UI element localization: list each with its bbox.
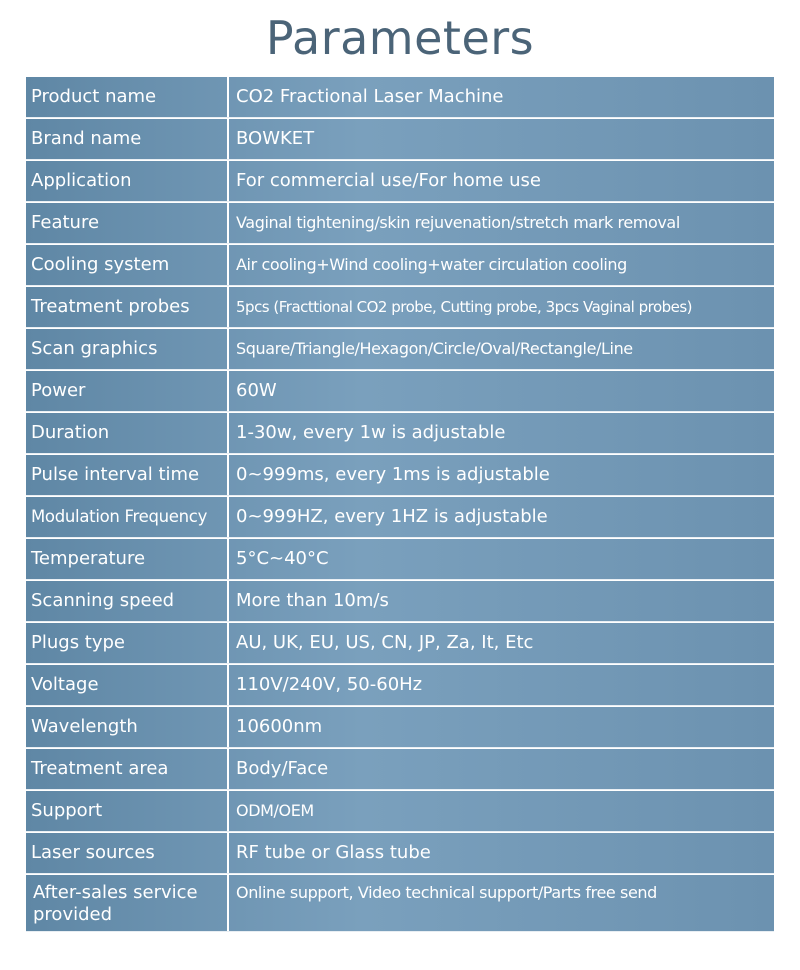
- row-value: 1-30w, every 1w is adjustable: [236, 422, 506, 443]
- table-row-product-name: [26, 77, 774, 117]
- row-label: Duration: [31, 422, 110, 443]
- table-row-treatment-area: [26, 749, 774, 789]
- table-row-power: [26, 371, 774, 411]
- row-label: Scanning speed: [31, 590, 175, 611]
- table-row-modulation-frequency: [26, 497, 774, 537]
- row-label: Plugs type: [31, 632, 125, 653]
- row-label: Temperature: [31, 548, 146, 569]
- row-label: Voltage: [31, 674, 99, 695]
- row-label: Wavelength: [31, 716, 138, 737]
- row-value: Air cooling+Wind cooling+water circulation cooling: [236, 255, 627, 274]
- row-label: Application: [31, 170, 132, 191]
- table-row-treatment-probes: [26, 287, 774, 327]
- row-value: Square/Triangle/Hexagon/Circle/Oval/Rectangle/Line: [236, 339, 633, 358]
- row-value: Vaginal tightening/skin rejuvenation/stretch mark removal: [236, 213, 680, 232]
- parameters-table: [26, 77, 774, 933]
- row-label: Support: [31, 800, 103, 821]
- table-row-brand-name: [26, 119, 774, 159]
- table-row-pulse-interval-time: [26, 455, 774, 495]
- row-value: 5pcs (Fracttional CO2 probe, Cutting probe, 3pcs Vaginal probes): [236, 298, 693, 316]
- row-label: Laser sources: [31, 842, 155, 863]
- row-label: Brand name: [31, 128, 142, 149]
- table-row-plugs-type: [26, 623, 774, 663]
- table-row-cooling-system: [26, 245, 774, 285]
- row-label: Pulse interval time: [31, 464, 200, 485]
- table-row-scan-graphics: [26, 329, 774, 369]
- page-title: Parameters: [265, 11, 535, 65]
- table-row-voltage: [26, 665, 774, 705]
- table-row-wavelength: [26, 707, 774, 747]
- row-value: 0~999ms, every 1ms is adjustable: [236, 464, 550, 485]
- table-row-temperature: [26, 539, 774, 579]
- table-row-laser-sources: [26, 833, 774, 873]
- row-label: Cooling system: [31, 254, 170, 275]
- row-label: Feature: [31, 212, 100, 233]
- table-row-scanning-speed: [26, 581, 774, 621]
- row-value: 60W: [236, 380, 277, 401]
- row-value: Online support, Video technical support/Parts free send: [236, 883, 657, 902]
- row-value: 10600nm: [236, 716, 323, 737]
- row-value: CO2 Fractional Laser Machine: [236, 86, 504, 107]
- table-row-feature: [26, 203, 774, 243]
- row-value: 0~999HZ, every 1HZ is adjustable: [236, 506, 548, 527]
- table-row-application: [26, 161, 774, 201]
- row-value: RF tube or Glass tube: [236, 842, 431, 863]
- row-value: ODM/OEM: [236, 801, 314, 820]
- row-value: Body/Face: [236, 758, 329, 779]
- row-label: Treatment area: [31, 758, 169, 779]
- row-label: After-sales service provided: [33, 882, 198, 925]
- row-label: Modulation Frequency: [31, 507, 208, 526]
- row-value: 110V/240V, 50-60Hz: [236, 674, 423, 695]
- row-value: More than 10m/s: [236, 590, 389, 611]
- row-label: Treatment probes: [31, 296, 190, 317]
- row-label: Product name: [31, 86, 157, 107]
- row-value: AU, UK, EU, US, CN, JP, Za, It, Etc: [236, 632, 534, 653]
- row-value: For commercial use/For home use: [236, 170, 541, 191]
- row-value: 5°C~40°C: [236, 548, 329, 569]
- row-label: Power: [31, 380, 86, 401]
- row-value: BOWKET: [236, 128, 315, 149]
- row-label: Scan graphics: [31, 338, 158, 359]
- table-row-duration: [26, 413, 774, 453]
- table-row-support: [26, 791, 774, 831]
- table-row-after-sales-service: [26, 875, 774, 931]
